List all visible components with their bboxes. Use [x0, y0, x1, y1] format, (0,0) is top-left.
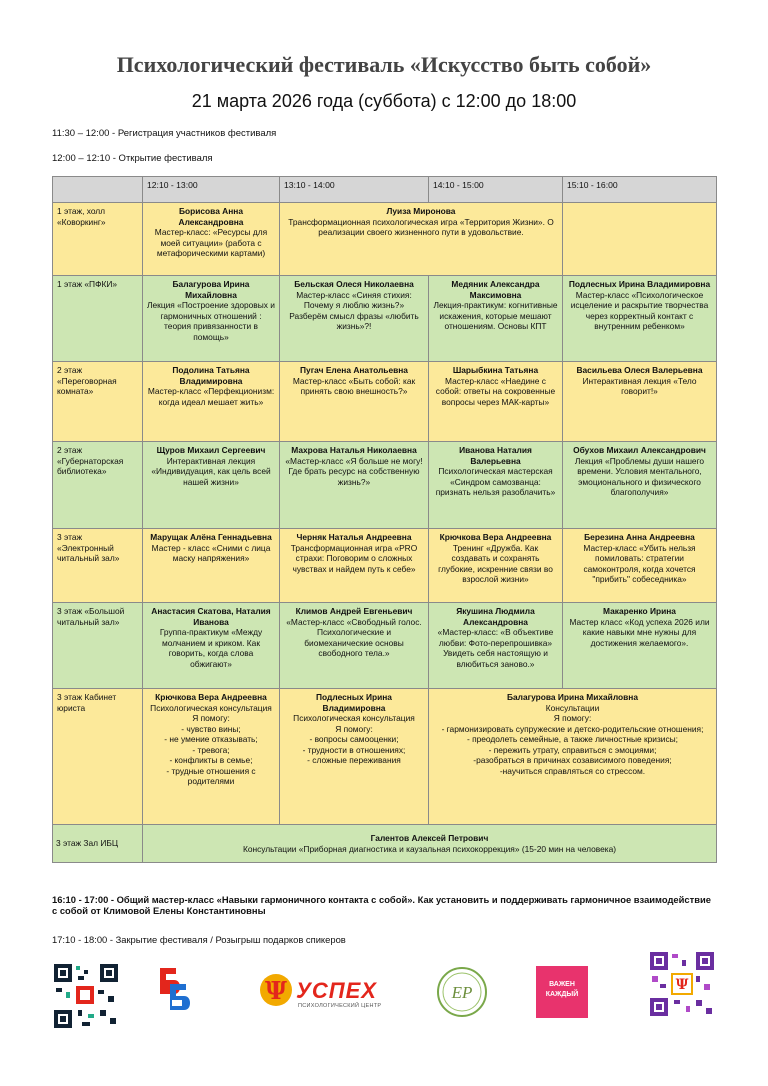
session-cell	[143, 203, 280, 276]
speaker-name: Подлесных Ирина Владимировна	[316, 692, 392, 713]
speaker-name: Анастасия Скатова, Наталия Иванова	[151, 606, 271, 627]
session-cell	[280, 362, 429, 442]
session-cell	[143, 442, 280, 529]
session-cell	[280, 689, 429, 825]
speaker-name: Шарыбкина Татьяна	[452, 365, 539, 375]
session-cell	[143, 603, 280, 689]
session-text: Мастер-класс «Быть собой: как принять свою внешность?»	[292, 375, 416, 396]
session-cell	[280, 603, 429, 689]
header-empty	[53, 177, 143, 203]
session-text: «Мастер-класс «Свободный голос. Психологические и биомеханические основы свободного тела.»	[286, 616, 422, 658]
consult-line: Я помогу:	[553, 713, 592, 723]
qr-code-right-icon	[648, 950, 716, 1018]
room-label: 1 этаж, холл «Коворкинг»	[53, 203, 143, 276]
session-cell	[429, 529, 563, 603]
time-header: 13:10 - 14:00	[280, 177, 429, 203]
session-text: Консультации «Приборная диагностика и каузальная психокоррекция» (15-20 мин на человека)	[242, 843, 617, 854]
qr-code-left-icon	[52, 962, 120, 1030]
session-cell	[280, 276, 429, 362]
speaker-name: Борисова Анна Александровна	[178, 206, 244, 227]
speaker-name: Балагурова Ирина Михайловна	[172, 279, 250, 300]
consult-line: - сложные переживания	[307, 755, 401, 765]
session-cell	[143, 276, 280, 362]
session-text: Интерактивная лекция «Индивидуация, как цель всей нашей жизни»	[151, 455, 271, 487]
session-text: «Мастер-класс: «В объективе любви: Фото-перепрошивка» Увидеть себя настоящую и влюбиться заново.»	[437, 627, 554, 669]
monogram-text: ЕР	[451, 983, 473, 1002]
room-label: 2 этаж «Переговорная комната»	[53, 362, 143, 442]
consult-line: - не умение отказывать;	[164, 734, 258, 744]
speaker-name: Березина Анна Андреевна	[584, 532, 695, 542]
workshop-text: Общий мастер-класс «Навыки гармоничного контакта с собой». Как установить и поддерживать гармоничное взаимодействие с собой от Климовой Елены Константиновны	[52, 894, 711, 916]
uspeh-title: УСПЕХ	[296, 978, 377, 1003]
session-cell	[429, 362, 563, 442]
speaker-name: Крючкова Вера Андреевна	[439, 532, 552, 542]
opening-line: 12:00 – 12:10 - Открытие фестиваля	[52, 153, 213, 164]
page-title: Психологический фестиваль «Искусство быть собой»	[116, 52, 652, 77]
session-cell	[143, 529, 280, 603]
session-cell	[563, 276, 717, 362]
monogram-logo-icon	[436, 966, 488, 1018]
room-label: 3 этаж «Большой читальный зал»	[53, 603, 143, 689]
vazhen-kazhdy-logo	[536, 966, 588, 1018]
speaker-name: Луиза Миронова	[386, 206, 456, 216]
schedule-row	[53, 276, 717, 362]
time-header: 14:10 - 15:00	[429, 177, 563, 203]
speaker-name: Щуров Михаил Сергеевич	[156, 445, 266, 455]
session-text: Психологическая мастерская «Синдром самозванца: признать нельзя разоблачить»	[435, 466, 556, 497]
consult-line: Я помогу:	[192, 713, 230, 723]
session-cell	[429, 689, 717, 825]
room-label: 3 этаж Зал ИБЦ	[53, 825, 143, 863]
session-cell	[143, 362, 280, 442]
speaker-name: Медяник Александра Максимовна	[451, 279, 540, 300]
room-label: 2 этаж «Губернаторская библиотека»	[53, 442, 143, 529]
session-text: Мастер класс «Код успеха 2026 или какие навыки мне нужны для достижения желаемого».	[569, 616, 710, 648]
session-cell	[429, 603, 563, 689]
svg-text:Ψ: Ψ	[265, 976, 287, 1005]
session-text: Мастер-класс «Психологическое исцеление и раскрытие творчества через корректный контакт с внутренним ребенком»	[570, 289, 709, 331]
consult-line: - чувство вины;	[181, 723, 241, 734]
session-cell	[563, 362, 717, 442]
schedule-row	[53, 203, 717, 276]
consult-line: - конфликты в семье;	[169, 755, 253, 765]
schedule-row	[53, 442, 717, 529]
consult-line: Консультации	[545, 702, 600, 713]
bb-library-logo-icon	[156, 966, 194, 1014]
pink-logo-line1: ВАЖЕН	[549, 981, 575, 988]
consult-line: - вопросы самооценки;	[309, 734, 399, 744]
session-text: Мастер-класс «Перфекционизм: когда идеал мешает жить»	[147, 386, 275, 407]
speaker-name: Марущак Алёна Геннадьевна	[150, 532, 272, 542]
speaker-name: Макаренко Ирина	[603, 606, 676, 616]
session-text: Трансформационная психологическая игра «Территория Жизни». О реализации своего жизненного пути в удовольствие.	[288, 216, 554, 237]
session-cell	[563, 442, 717, 529]
session-text: Лекция «Построение здоровых и гармоничных отношений : теория привязанности в помощь»	[147, 300, 275, 342]
speaker-name: Крючкова Вера Андреевна	[155, 692, 267, 702]
session-text: Лекция-практикум: когнитивные искажения, которые мешают отношениям. Основы КПТ	[433, 300, 558, 331]
speaker-name: Галентов Алексей Петрович	[370, 833, 489, 843]
pink-logo-line2: КАЖДЫЙ	[545, 991, 579, 998]
workshop-time: 16:10 - 17:00 -	[52, 894, 115, 905]
session-text: Интерактивная лекция «Тело говорит!»	[582, 375, 697, 396]
session-cell	[429, 276, 563, 362]
speaker-name: Черняк Наталья Андреевна	[296, 532, 412, 542]
workshop-line	[52, 894, 716, 916]
speaker-name: Подлесных Ирина Владимировна	[568, 279, 711, 289]
schedule-table	[52, 176, 717, 863]
room-label: 3 этаж Кабинет юриста	[53, 689, 143, 825]
session-text: Мастер-класс «Синяя стихия: Почему я люблю жизнь?» Разберём смысл фразы «любить жизнь»?!	[289, 289, 419, 331]
empty-cell	[563, 203, 717, 276]
uspeh-subtitle: ПСИХОЛОГИЧЕСКИЙ ЦЕНТР	[298, 1003, 382, 1009]
session-text: Лекция «Проблемы души нашего времени. Условия ментального, эмоционального и физического благополучия»	[574, 455, 705, 497]
session-cell	[280, 529, 429, 603]
schedule-row	[53, 362, 717, 442]
consult-line: - тревога;	[192, 744, 230, 755]
consult-line: -научиться справляться со стрессом.	[499, 765, 646, 776]
session-text: Мастер-класс: «Ресурсы для моей ситуации» (работа с метафорическими картами)	[154, 227, 268, 258]
session-text: Мастер - класс «Сними с лица маску напряжения»	[151, 542, 271, 563]
session-cell	[143, 825, 717, 863]
speaker-name: Иванова Наталия Валерьевна	[459, 445, 532, 466]
speaker-name: Якушина Людмила Александровна	[456, 606, 535, 627]
session-cell	[280, 203, 563, 276]
room-label: 1 этаж «ПФКИ»	[53, 276, 143, 362]
speaker-name: Васильева Олеся Валерьевна	[576, 365, 703, 375]
session-text: Мастер-класс «Наедине с собой: ответы на сокровенные вопросы через МАК-карты»	[435, 375, 556, 407]
schedule-row	[53, 529, 717, 603]
speaker-name: Махрова Наталья Николаевна	[291, 445, 417, 455]
speaker-name: Обухов Михаил Александрович	[573, 445, 706, 455]
registration-line: 11:30 – 12:00 - Регистрация участников фестиваля	[52, 128, 277, 139]
time-header: 12:10 - 13:00	[143, 177, 280, 203]
session-text: «Мастер-класс «Я больше не могу! Где брать ресурс на собственную жизнь?»	[285, 455, 423, 487]
consult-line: Я помогу:	[335, 723, 373, 734]
consult-line: - трудности в отношениях;	[302, 744, 406, 755]
session-cell	[429, 442, 563, 529]
consult-line: - трудные отношения с родителями	[166, 765, 256, 786]
speaker-name: Пугач Елена Анатольевна	[300, 365, 408, 375]
schedule-row	[53, 689, 717, 825]
svg-text:Ψ: Ψ	[675, 977, 689, 993]
session-cell	[143, 689, 280, 825]
speaker-name: Балагурова Ирина Михайловна	[506, 692, 639, 702]
consult-line: - гармонизировать супружеские и детско-родительские отношения;	[441, 723, 704, 734]
schedule-row	[53, 825, 717, 863]
consult-line: Психологическая консультация	[150, 702, 272, 713]
session-text: Группа-практикум «Между молчанием и криком. Как говорить, когда слова обжигают»	[159, 627, 263, 669]
consult-line: - преодолеть семейные, а также личностные кризисы;	[466, 734, 679, 744]
psi-sun-icon	[258, 970, 294, 1014]
session-text: Тренинг «Дружба. Как создавать и сохранять глубокие, искренние связи во взрослой жизни»	[438, 542, 553, 584]
consult-line: - пережить утрату, справиться с эмоциями;	[488, 744, 657, 755]
speaker-name: Подолина Татьяна Владимировна	[172, 365, 250, 386]
closing-line: 17:10 - 18:00 - Закрытие фестиваля / Розыгрыш подарков спикеров	[52, 934, 346, 945]
header-row	[53, 177, 717, 203]
consult-line: -разобраться в причинах созависимого поведения;	[473, 755, 672, 765]
speaker-name: Климов Андрей Евгеньевич	[295, 606, 413, 616]
session-cell	[563, 603, 717, 689]
page-subtitle: 21 марта 2026 года (суббота) с 12:00 до 18:00	[191, 91, 577, 111]
session-text: Мастер-класс «Убить нельзя помиловать: стратегии самоконтроля, когда хочется "прибить" собеседника»	[583, 542, 696, 584]
schedule-row	[53, 603, 717, 689]
time-header: 15:10 - 16:00	[563, 177, 717, 203]
session-cell	[563, 529, 717, 603]
uspeh-logo	[258, 970, 388, 1014]
consult-line: Психологическая консультация	[293, 713, 415, 723]
session-cell	[280, 442, 429, 529]
speaker-name: Бельская Олеся Николаевна	[294, 279, 414, 289]
session-text: Трансформационная игра «PRO страхи: Поговорим о сложных чувствах и найдем путь к себе»	[290, 542, 418, 574]
room-label: 3 этаж «Электронный читальный зал»	[53, 529, 143, 603]
